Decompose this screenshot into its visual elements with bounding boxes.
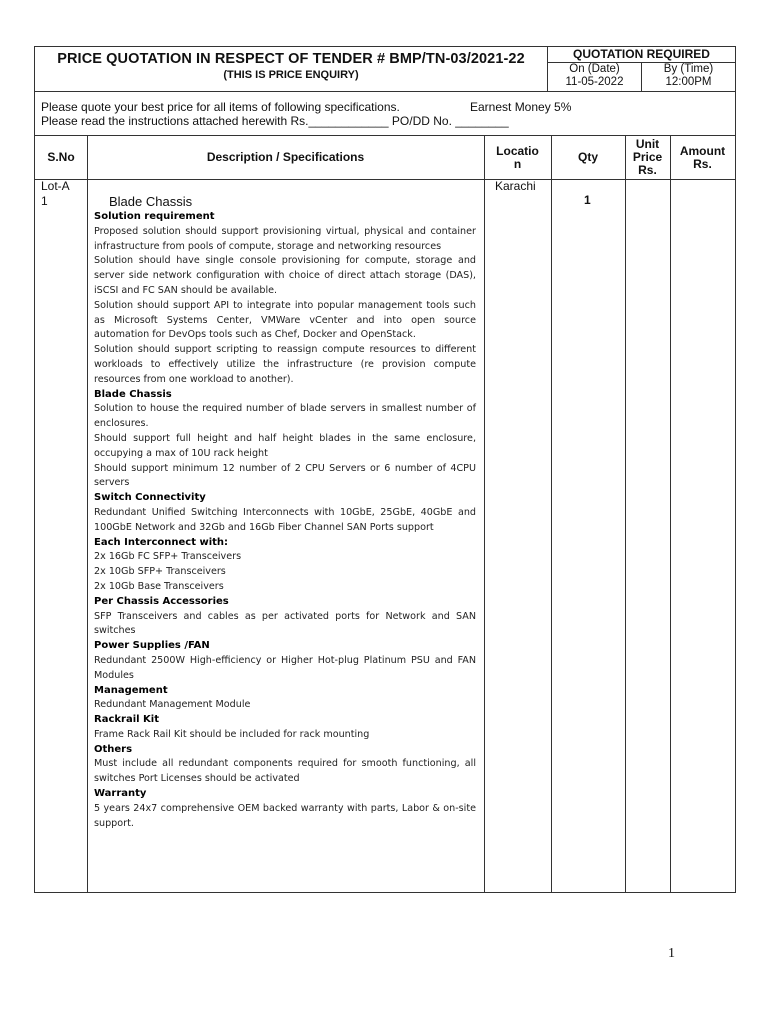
col-header-location: Locatio n <box>496 143 539 171</box>
spec-heading: Rackrail Kit <box>94 714 159 726</box>
quotation-required-box <box>547 47 735 91</box>
spec-paragraph: Proposed solution should support provisioning virtual, physical and container infrastructure from pools of compute, storage and networking resources <box>94 225 476 252</box>
row-qty: 1 <box>584 193 591 207</box>
spec-paragraph: Solution should support API to integrate into popular management tools such as Microsoft Systems Center, VMWare vCenter and into open source automation for DevOps tools such as Chef, Docker and OpenStack. <box>94 299 476 341</box>
on-date-cell <box>548 63 641 91</box>
spec-paragraph: 2x 10Gb Base Transceivers <box>94 580 224 592</box>
spec-heading: Per Chassis Accessories <box>94 595 229 607</box>
spec-paragraph: Should support minimum 12 number of 2 CPU Servers or 6 number of 4CPU servers <box>94 462 476 489</box>
page-title: PRICE QUOTATION IN RESPECT OF TENDER # BMP/TN-03/2021-22 <box>57 51 525 67</box>
column-divider <box>87 136 88 892</box>
page-subtitle: (THIS IS PRICE ENQUIRY) <box>223 69 359 81</box>
col-header-unit-price: Unit Price Rs. <box>632 137 663 177</box>
spec-paragraph: Solution should support scripting to reassign compute resources to different workloads to effectively utilize the infrastructure (re provision compute resources from one workload to another). <box>94 344 476 385</box>
column-divider <box>625 136 626 892</box>
spec-heading: Switch Connectivity <box>94 492 206 504</box>
header-box <box>34 46 736 92</box>
row-sno: Lot-A 1 <box>41 179 70 208</box>
spec-heading: Management <box>94 684 168 696</box>
column-divider <box>670 136 671 892</box>
col-header-qty: Qty <box>577 150 598 164</box>
spec-heading: Warranty <box>94 788 147 800</box>
by-time-cell <box>641 63 735 91</box>
col-header-description: Description / Specifications <box>206 150 365 164</box>
spec-paragraph: Must include all redundant components required for smooth functioning, all switches Port Licenses should be activated <box>94 758 476 785</box>
spec-paragraph: Redundant 2500W High-efficiency or Higher Hot-plug Platinum PSU and FAN Modules <box>94 654 476 681</box>
on-date-label: On (Date) <box>569 63 620 75</box>
spec-heading: Power Supplies /FAN <box>94 640 210 652</box>
spec-paragraph: 5 years 24x7 comprehensive OEM backed warranty with parts, Labor & on-site support. <box>94 802 476 829</box>
spec-paragraph: 2x 10Gb SFP+ Transceivers <box>94 566 226 578</box>
row-location: Karachi <box>495 179 536 193</box>
instruction-line-2: Please read the instructions attached herewith Rs.____________ PO/DD No. ________ <box>41 114 509 128</box>
column-divider <box>484 136 485 892</box>
spec-heading: Others <box>94 743 133 755</box>
spec-paragraph: Should support full height and half height blades in the same enclosure, occupying a max of 10U rack height <box>94 432 476 459</box>
quotation-table <box>34 136 736 893</box>
spec-heading: Each Interconnect with: <box>94 536 229 548</box>
spec-paragraph: Solution to house the required number of blade servers in smallest number of enclosures. <box>94 403 476 430</box>
spec-paragraph: Solution should have single console provisioning for compute, storage and server side network configuration with choice of direct attach storage (DAS), iSCSI and FC SAN should be available. <box>94 255 476 296</box>
by-time-label: By (Time) <box>663 63 714 75</box>
column-divider <box>551 136 552 892</box>
specification-list <box>94 210 476 831</box>
col-header-amount: Amount Rs. <box>679 143 726 171</box>
quotation-required-label: QUOTATION REQUIRED <box>548 47 735 63</box>
col-header-sno: S.No <box>47 150 75 164</box>
instruction-line-1: Please quote your best price for all items of following specifications. <box>41 100 400 114</box>
item-title: Blade Chassis <box>109 194 193 209</box>
by-time-value: 12:00PM <box>665 76 712 88</box>
spec-paragraph: Frame Rack Rail Kit should be included for rack mounting <box>94 728 370 740</box>
on-date-value: 11-05-2022 <box>565 76 624 88</box>
page-number: 1 <box>668 946 675 961</box>
spec-paragraph: Redundant Management Module <box>94 699 251 711</box>
spec-paragraph: SFP Transceivers and cables as per activated ports for Network and SAN switches <box>94 610 476 637</box>
spec-paragraph: 2x 16Gb FC SFP+ Transceivers <box>94 551 242 563</box>
spec-heading: Blade Chassis <box>94 388 172 400</box>
instructions-box <box>34 92 736 136</box>
earnest-money: Earnest Money 5% <box>470 100 572 114</box>
spec-heading: Solution requirement <box>94 211 215 222</box>
spec-paragraph: Redundant Unified Switching Interconnects with 10GbE, 25GbE, 40GbE and 100GbE Network and 32Gb and 16Gb Fiber Channel SAN Ports support <box>94 506 476 533</box>
header-title-block <box>35 47 547 91</box>
